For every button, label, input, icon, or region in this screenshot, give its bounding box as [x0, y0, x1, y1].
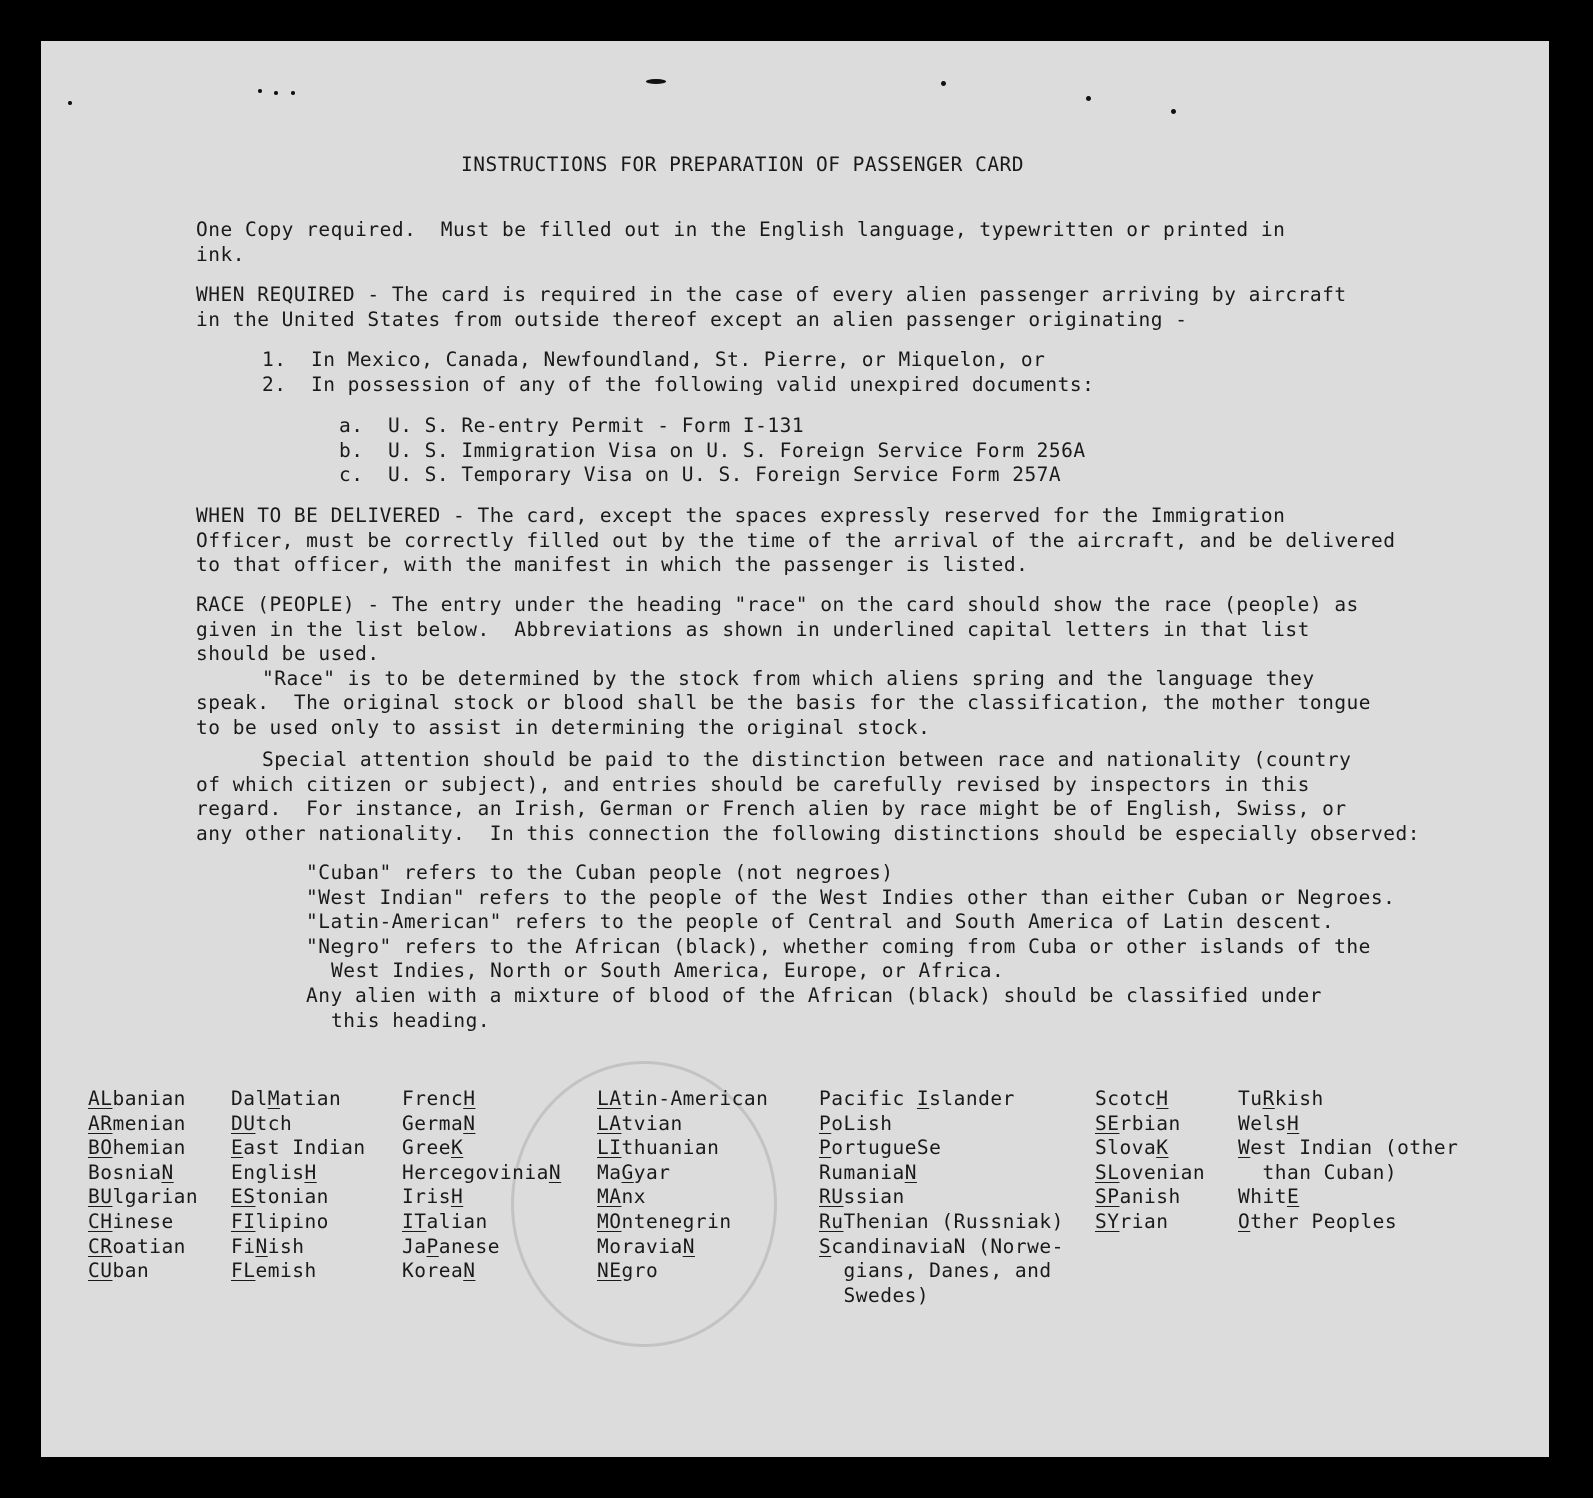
race-list-column-4 — [597, 1087, 768, 1284]
race-list-entry: BOhemian — [88, 1136, 186, 1160]
race-list-entry: HercegoviniaN — [402, 1160, 562, 1184]
race-list-column-5 — [819, 1087, 1064, 1308]
speck — [1086, 96, 1091, 101]
race-list-entry: ARmenian — [88, 1111, 186, 1135]
race-list-entry: FrencH — [402, 1087, 476, 1110]
race-list-entry: than Cuban) — [1262, 1160, 1398, 1184]
race-list-entry: MoraviaN — [597, 1234, 695, 1258]
race-list-entry: RUssian — [819, 1185, 905, 1209]
race-list-column-3 — [402, 1087, 561, 1284]
paragraph-when-delivered — [196, 504, 1536, 578]
race-list-entry: SLovenian — [1095, 1160, 1206, 1184]
list-item: "Latin-American" refers to the people of Central and South America of Latin descent. — [306, 910, 1335, 934]
race-list-entry: GermaN — [402, 1111, 476, 1135]
race-list-entry: IrisH — [402, 1185, 464, 1209]
race-list-entry: LIthuanian — [597, 1136, 720, 1160]
race-list-entry: gians, Danes, and — [843, 1259, 1052, 1283]
speck — [274, 91, 278, 95]
race-list-entry: TuRkish — [1238, 1087, 1324, 1110]
list-item-continued: West Indies, North or South America, Europe, or Africa. — [331, 959, 1005, 983]
race-list-entry: KoreaN — [402, 1259, 476, 1283]
text-line: any other nationality. In this connection the following distinctions should be especially observed: — [196, 821, 1420, 845]
race-list-entry: FIlipino — [231, 1209, 329, 1233]
race-list-entry: RuThenian (Russniak) — [819, 1209, 1064, 1233]
race-list-entry: SErbian — [1095, 1111, 1181, 1135]
text-line: RACE (PEOPLE) - The entry under the heading "race" on the card should show the race (people) as — [196, 593, 1359, 616]
text-line: in the United States from outside thereof except an alien passenger originating - — [196, 307, 1188, 331]
text-line: One Copy required. Must be filled out in the English language, typewritten or printed in — [196, 218, 1286, 241]
speck — [941, 81, 946, 86]
list-item: Any alien with a mixture of blood of the African (black) should be classified under — [306, 983, 1322, 1007]
speck — [646, 79, 666, 84]
document-page — [41, 41, 1549, 1457]
race-list-entry: Other Peoples — [1238, 1209, 1398, 1233]
text-line: of which citizen or subject), and entries should be carefully revised by inspectors in this — [196, 772, 1310, 796]
race-list-entry: MaGyar — [597, 1160, 671, 1184]
text-line: to that officer, with the manifest in which the passenger is listed. — [196, 553, 1029, 577]
race-list-column-7 — [1238, 1087, 1458, 1235]
race-list-entry: FLemish — [231, 1259, 317, 1283]
race-list-entry: SlovaK — [1095, 1136, 1169, 1160]
race-list-entry: NEgro — [597, 1259, 659, 1283]
text-line: to be used only to assist in determining the original stock. — [196, 715, 931, 739]
race-list-entry: JaPanese — [402, 1234, 500, 1258]
distinctions-list — [196, 861, 1536, 1033]
paragraph-special-attention — [196, 748, 1536, 846]
race-list-entry: EStonian — [231, 1185, 329, 1209]
text-line: WHEN REQUIRED - The card is required in the case of every alien passenger arriving by aircraft — [196, 283, 1347, 306]
race-list-entry: ALbanian — [88, 1087, 186, 1110]
race-list-entry: WhitE — [1238, 1185, 1300, 1209]
race-list-entry: ScotcH — [1095, 1087, 1169, 1110]
text-line: given in the list below. Abbreviations as shown in underlined capital letters in that list — [196, 617, 1310, 641]
race-list-entry: PortugueSe — [819, 1136, 942, 1160]
text-line: ink. — [196, 242, 245, 266]
text-line: Officer, must be correctly filled out by the time of the arrival of the aircraft, and be delivered — [196, 528, 1396, 552]
speck — [258, 89, 262, 93]
list-item: "Negro" refers to the African (black), whether coming from Cuba or other islands of the — [306, 934, 1371, 958]
list-item: "West Indian" refers to the people of the West Indies other than either Cuban or Negroes. — [306, 885, 1396, 909]
race-list-entry: EnglisH — [231, 1160, 317, 1184]
race-list-entry: ScandinaviaN (Norwe- — [819, 1234, 1064, 1258]
race-list-entry: LAtin-American — [597, 1087, 769, 1110]
race-list-entry: FiNish — [231, 1234, 305, 1258]
text-line: "Race" is to be determined by the stock from which aliens spring and the language they — [262, 666, 1315, 690]
text-line: should be used. — [196, 642, 380, 666]
paragraph-copy-required — [196, 218, 1536, 267]
list-item-continued: this heading. — [331, 1008, 491, 1032]
list-item: 1. In Mexico, Canada, Newfoundland, St. Pierre, or Miquelon, or — [262, 348, 1046, 371]
paragraph-race — [196, 593, 1536, 741]
race-list-entry: MOntenegrin — [597, 1209, 732, 1233]
race-list-entry: PoLish — [819, 1111, 893, 1135]
text-line: speak. The original stock or blood shall be the basis for the classification, the mother tongue — [196, 691, 1372, 715]
list-item: a. U. S. Re-entry Permit - Form I-131 — [339, 414, 805, 437]
race-list-entry: DalMatian — [231, 1087, 342, 1110]
race-list-entry: East Indian — [231, 1136, 366, 1160]
paragraph-when-required — [196, 283, 1536, 332]
list-item: 2. In possession of any of the following valid unexpired documents: — [262, 372, 1095, 396]
race-list-entry: RumaniaN — [819, 1160, 917, 1184]
race-list-entry: CHinese — [88, 1209, 174, 1233]
list-item: "Cuban" refers to the Cuban people (not negroes) — [306, 861, 894, 884]
exceptions-list — [196, 348, 1536, 397]
race-list-entry: Swedes) — [843, 1283, 930, 1307]
race-list-entry: West Indian (other — [1238, 1136, 1459, 1160]
race-list-column-2 — [231, 1087, 366, 1284]
race-list-entry: BosniaN — [88, 1160, 174, 1184]
text-line: regard. For instance, an Irish, German or French alien by race might be of English, Swiss, or — [196, 797, 1347, 821]
race-list-entry: SYrian — [1095, 1209, 1169, 1233]
race-list-entry: WelsH — [1238, 1111, 1300, 1135]
race-list-entry: LAtvian — [597, 1111, 683, 1135]
race-list-entry: CRoatian — [88, 1234, 186, 1258]
race-list-entry: Pacific Islander — [819, 1087, 1015, 1110]
page-title: INSTRUCTIONS FOR PREPARATION OF PASSENGER CARD — [461, 153, 1025, 176]
speck — [291, 91, 295, 95]
race-list-entry: SPanish — [1095, 1185, 1181, 1209]
race-list-entry: CUban — [88, 1259, 150, 1283]
speck — [68, 101, 72, 105]
race-list-entry: MAnx — [597, 1185, 646, 1209]
speck — [1171, 109, 1176, 114]
race-list-column-1 — [88, 1087, 198, 1284]
list-item: c. U. S. Temporary Visa on U. S. Foreign Service Form 257A — [339, 463, 1062, 487]
race-list-entry: BUlgarian — [88, 1185, 199, 1209]
list-item: b. U. S. Immigration Visa on U. S. Foreign Service Form 256A — [339, 438, 1086, 462]
race-list-column-6 — [1095, 1087, 1205, 1235]
text-line: Special attention should be paid to the distinction between race and nationality (country — [262, 748, 1352, 771]
text-line: WHEN TO BE DELIVERED - The card, except the spaces expressly reserved for the Immigration — [196, 504, 1286, 527]
race-list-entry: DUtch — [231, 1111, 293, 1135]
race-list-entry: ITalian — [402, 1209, 488, 1233]
documents-list — [196, 414, 1536, 488]
race-list-entry: GreeK — [402, 1136, 464, 1160]
